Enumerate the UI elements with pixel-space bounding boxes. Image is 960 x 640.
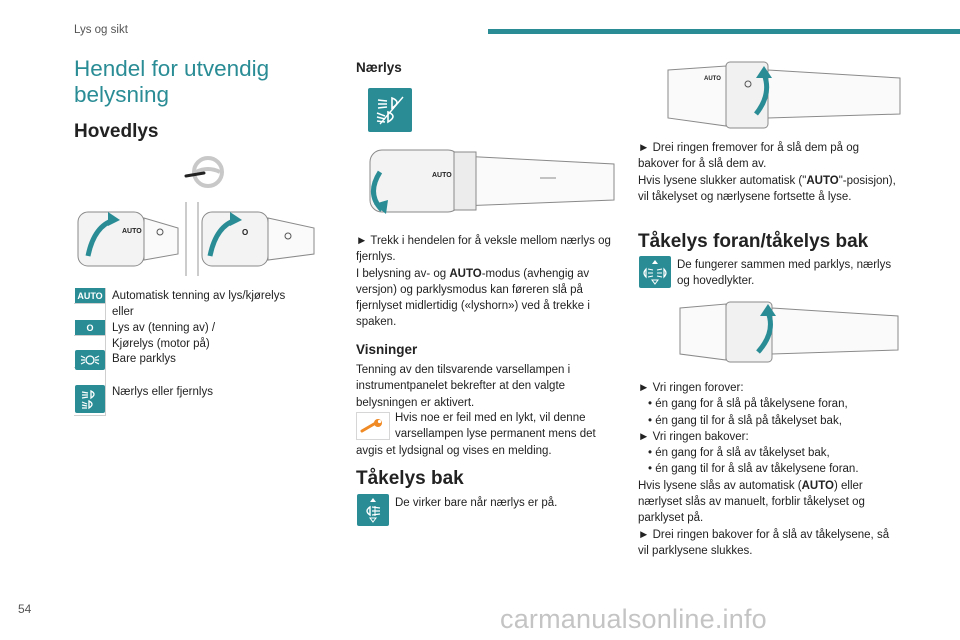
list-item: • én gang for å slå på tåkelysene foran, <box>648 398 848 411</box>
rear-fog-icon <box>357 494 389 526</box>
legend-text-auto: Automatisk tenning av lys/kjørelys eller <box>112 290 286 319</box>
lever-label-o: O <box>242 228 249 237</box>
visninger-paragraph: Tenning av den tilsvarende varsellampen i instrumentpanelet bekrefter at den valgte belysningen er aktivert. <box>356 364 571 409</box>
legend-text-off: Lys av (tenning av) / Kjørelys (motor på) <box>112 322 216 351</box>
legend-text-parking: Bare parklys <box>112 353 176 365</box>
steering-wheel-icon <box>184 154 224 190</box>
takelys-foran-intro: De fungerer sammen med parklys, nærlys og hovedlykter. <box>677 259 892 288</box>
heading-naerlys: Nærlys <box>356 60 402 75</box>
warning-wrench-icon <box>356 412 390 440</box>
list-item: ► Vri ringen bakover: <box>638 430 749 443</box>
visninger-warning-text: Hvis noe er feil med en lykt, vil denne varsellampen lyse permanent mens det <box>395 412 596 441</box>
list-item: • én gang til for å slå på tåkelyset bak, <box>648 414 842 427</box>
page-title: Hendel for utvendig belysning <box>74 56 270 107</box>
lever-illustration-ring-1 <box>660 56 902 132</box>
takelys-bak-text: De virker bare når nærlys er på. <box>395 497 558 509</box>
lever-illustration-hovedlys <box>74 198 320 278</box>
watermark: carmanualsonline.info <box>500 604 767 634</box>
lever-label-auto-ring: AUTO <box>704 76 721 82</box>
lever-illustration-ring-2 <box>676 296 900 366</box>
list-item: • én gang til for å slå av tåkelysene foran. <box>648 463 859 476</box>
heading-visninger: Visninger <box>356 342 418 357</box>
header-accent-bar <box>488 29 960 34</box>
beam-lights-icon <box>75 385 105 413</box>
heading-hovedlys: Hovedlys <box>74 121 159 142</box>
lever-label-auto-naerlys: AUTO <box>432 172 452 179</box>
off-badge: O <box>75 320 105 335</box>
list-item: ► Vri ringen forover: <box>638 382 744 394</box>
ring-instructions-list: ► Vri ringen forover: • én gang for å slå på tåkelysene foran, • én gang til for å slå på tåkelyset bak, ► Vri ringen bakover: • én gang for å slå av tåkelyset bak, • én gang til for å slå av tåkelysene foran. Hvis lysene slås av automatisk (AUTO) eller nærlyset slås av manuelt, forblir tåkelyset og parklyset på. ► Drei ringen bakover for å slå av tåkelysene, så vil parklysene slukkes. <box>638 380 900 559</box>
heading-takelys-bak: Tåkelys bak <box>356 468 464 489</box>
lever-label-auto: AUTO <box>122 228 142 235</box>
ring-paragraph: ► Drei ringen fremover for å slå dem på og bakover for å slå dem av. Hvis lysene slukker automatisk ("AUTO"-posisjon), vil tåkelyset og nærlysene fortsette å lyse. <box>638 142 896 203</box>
auto-badge: AUTO <box>75 288 105 303</box>
list-item: • én gang for å slå av tåkelyset bak, <box>648 447 830 460</box>
front-fog-icon <box>639 256 671 288</box>
heading-takelys-foran-bak: Tåkelys foran/tåkelys bak <box>638 231 869 252</box>
low-beam-icon <box>368 88 412 132</box>
running-head: Lys og sikt <box>74 24 128 36</box>
legend-text-beams: Nærlys eller fjernlys <box>112 386 213 398</box>
visninger-warning-text-cont: avgis et lydsignal og vises en melding. <box>356 445 552 457</box>
naerlys-paragraph: ► Trekk i hendelen for å veksle mellom nærlys og fjernlys. I belysning av- og AUTO-modus (avhengig av versjon) og parklysmodus kan føreren slå på fjernlyset midlertidig («lyshorn») ved å trekke i spaken. <box>356 235 611 329</box>
page-number: 54 <box>18 602 32 616</box>
lever-illustration-naerlys <box>356 142 618 222</box>
parking-lights-icon <box>75 350 105 370</box>
